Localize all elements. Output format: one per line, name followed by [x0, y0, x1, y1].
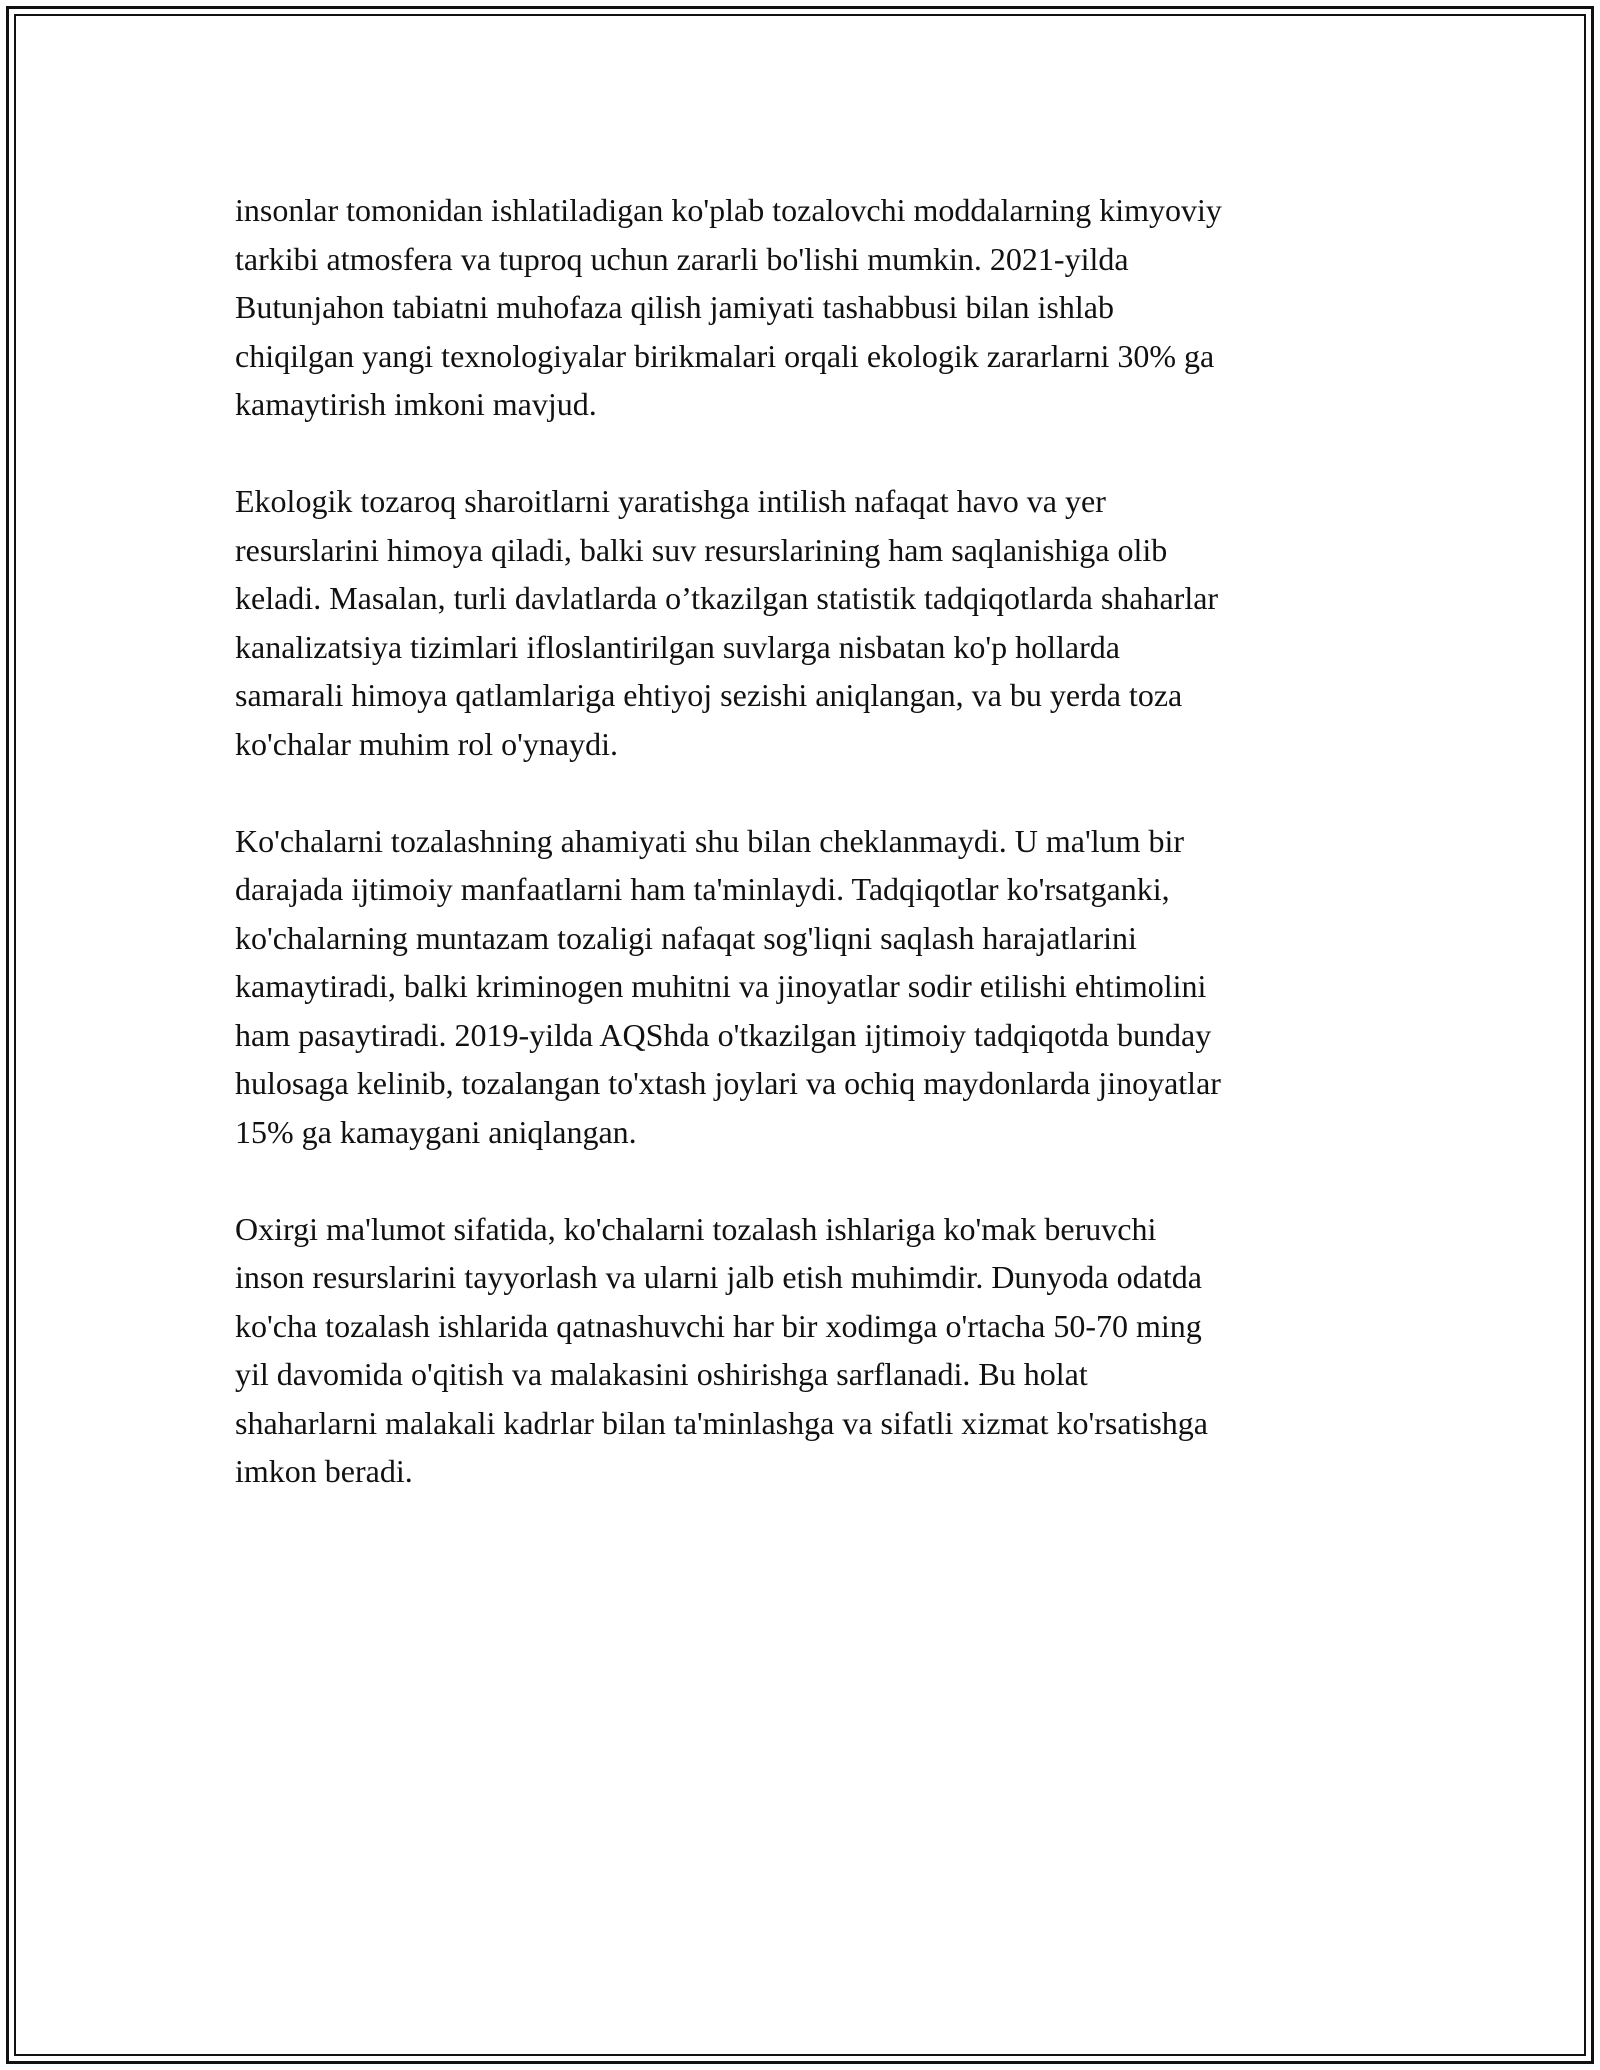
document-body	[235, 186, 1395, 1544]
paragraph-1	[235, 186, 1395, 429]
text-line: imkon beradi.	[235, 1453, 413, 1489]
paragraph-2	[235, 477, 1395, 768]
text-line: kamaytiradi, balki kriminogen muhitni va jinoyatlar sodir etilishi ehtimolini	[235, 968, 1207, 1004]
text-line: Ko'chalarni tozalashning ahamiyati shu bilan cheklanmaydi. U ma'lum bir	[235, 822, 1185, 859]
text-line: ham pasaytiradi. 2019-yilda AQShda o'tkazilgan ijtimoiy tadqiqotda bunday	[235, 1016, 1212, 1053]
text-line: 15% ga kamaygani aniqlangan.	[235, 1113, 637, 1150]
paragraph-4	[235, 1205, 1395, 1496]
text-line: ko'chalar muhim rol o'ynaydi.	[235, 725, 618, 762]
text-line: kamaytirish imkoni mavjud.	[235, 386, 597, 422]
paragraph-3	[235, 817, 1395, 1157]
text-line: ko'chalarning muntazam tozaligi nafaqat sog'liqni saqlash harajatlarini	[235, 919, 1137, 956]
text-line: chiqilgan yangi texnologiyalar birikmalari orqali ekologik zararlarni 30% ga	[235, 337, 1215, 374]
text-line: Butunjahon tabiatni muhofaza qilish jamiyati tashabbusi bilan ishlab	[235, 289, 1114, 325]
text-line: ko'cha tozalash ishlarida qatnashuvchi har bir xodimga o'rtacha 50-70 ming	[235, 1307, 1202, 1344]
text-line: insonlar tomonidan ishlatiladigan ko'plab tozalovchi moddalarning kimyoviy	[235, 192, 1222, 228]
text-line: shaharlarni malakali kadrlar bilan ta'minlashga va sifatli xizmat ko'rsatishga	[235, 1404, 1208, 1441]
text-line: inson resurslarini tayyorlash va ularni jalb etish muhimdir. Dunyoda odatda	[235, 1259, 1202, 1295]
text-line: Oxirgi ma'lumot sifatida, ko'chalarni tozalash ishlariga ko'mak beruvchi	[235, 1210, 1157, 1247]
text-line: samarali himoya qatlamlariga ehtiyoj sezishi aniqlangan, va bu yerda toza	[235, 677, 1183, 713]
text-line: tarkibi atmosfera va tuproq uchun zararli bo'lishi mumkin. 2021-yilda	[235, 240, 1129, 277]
text-line: yil davomida o'qitish va malakasini oshirishga sarflanadi. Bu holat	[235, 1356, 1088, 1392]
text-line: hulosaga kelinib, tozalangan to'xtash joylari va ochiq maydonlarda jinoyatlar	[235, 1065, 1221, 1101]
text-line: kanalizatsiya tizimlari ifloslantirilgan suvlarga nisbatan ko'p hollarda	[235, 628, 1120, 665]
text-line: resurslarini himoya qiladi, balki suv resurslarining ham saqlanishiga olib	[235, 531, 1168, 568]
text-line: darajada ijtimoiy manfaatlarni ham ta'minlaydi. Tadqiqotlar ko'rsatganki,	[235, 871, 1170, 907]
text-line: keladi. Masalan, turli davlatlarda o’tkazilgan statistik tadqiqotlarda shaharlar	[235, 580, 1219, 616]
text-line: Ekologik tozaroq sharoitlarni yaratishga intilish nafaqat havo va yer	[235, 483, 1106, 519]
